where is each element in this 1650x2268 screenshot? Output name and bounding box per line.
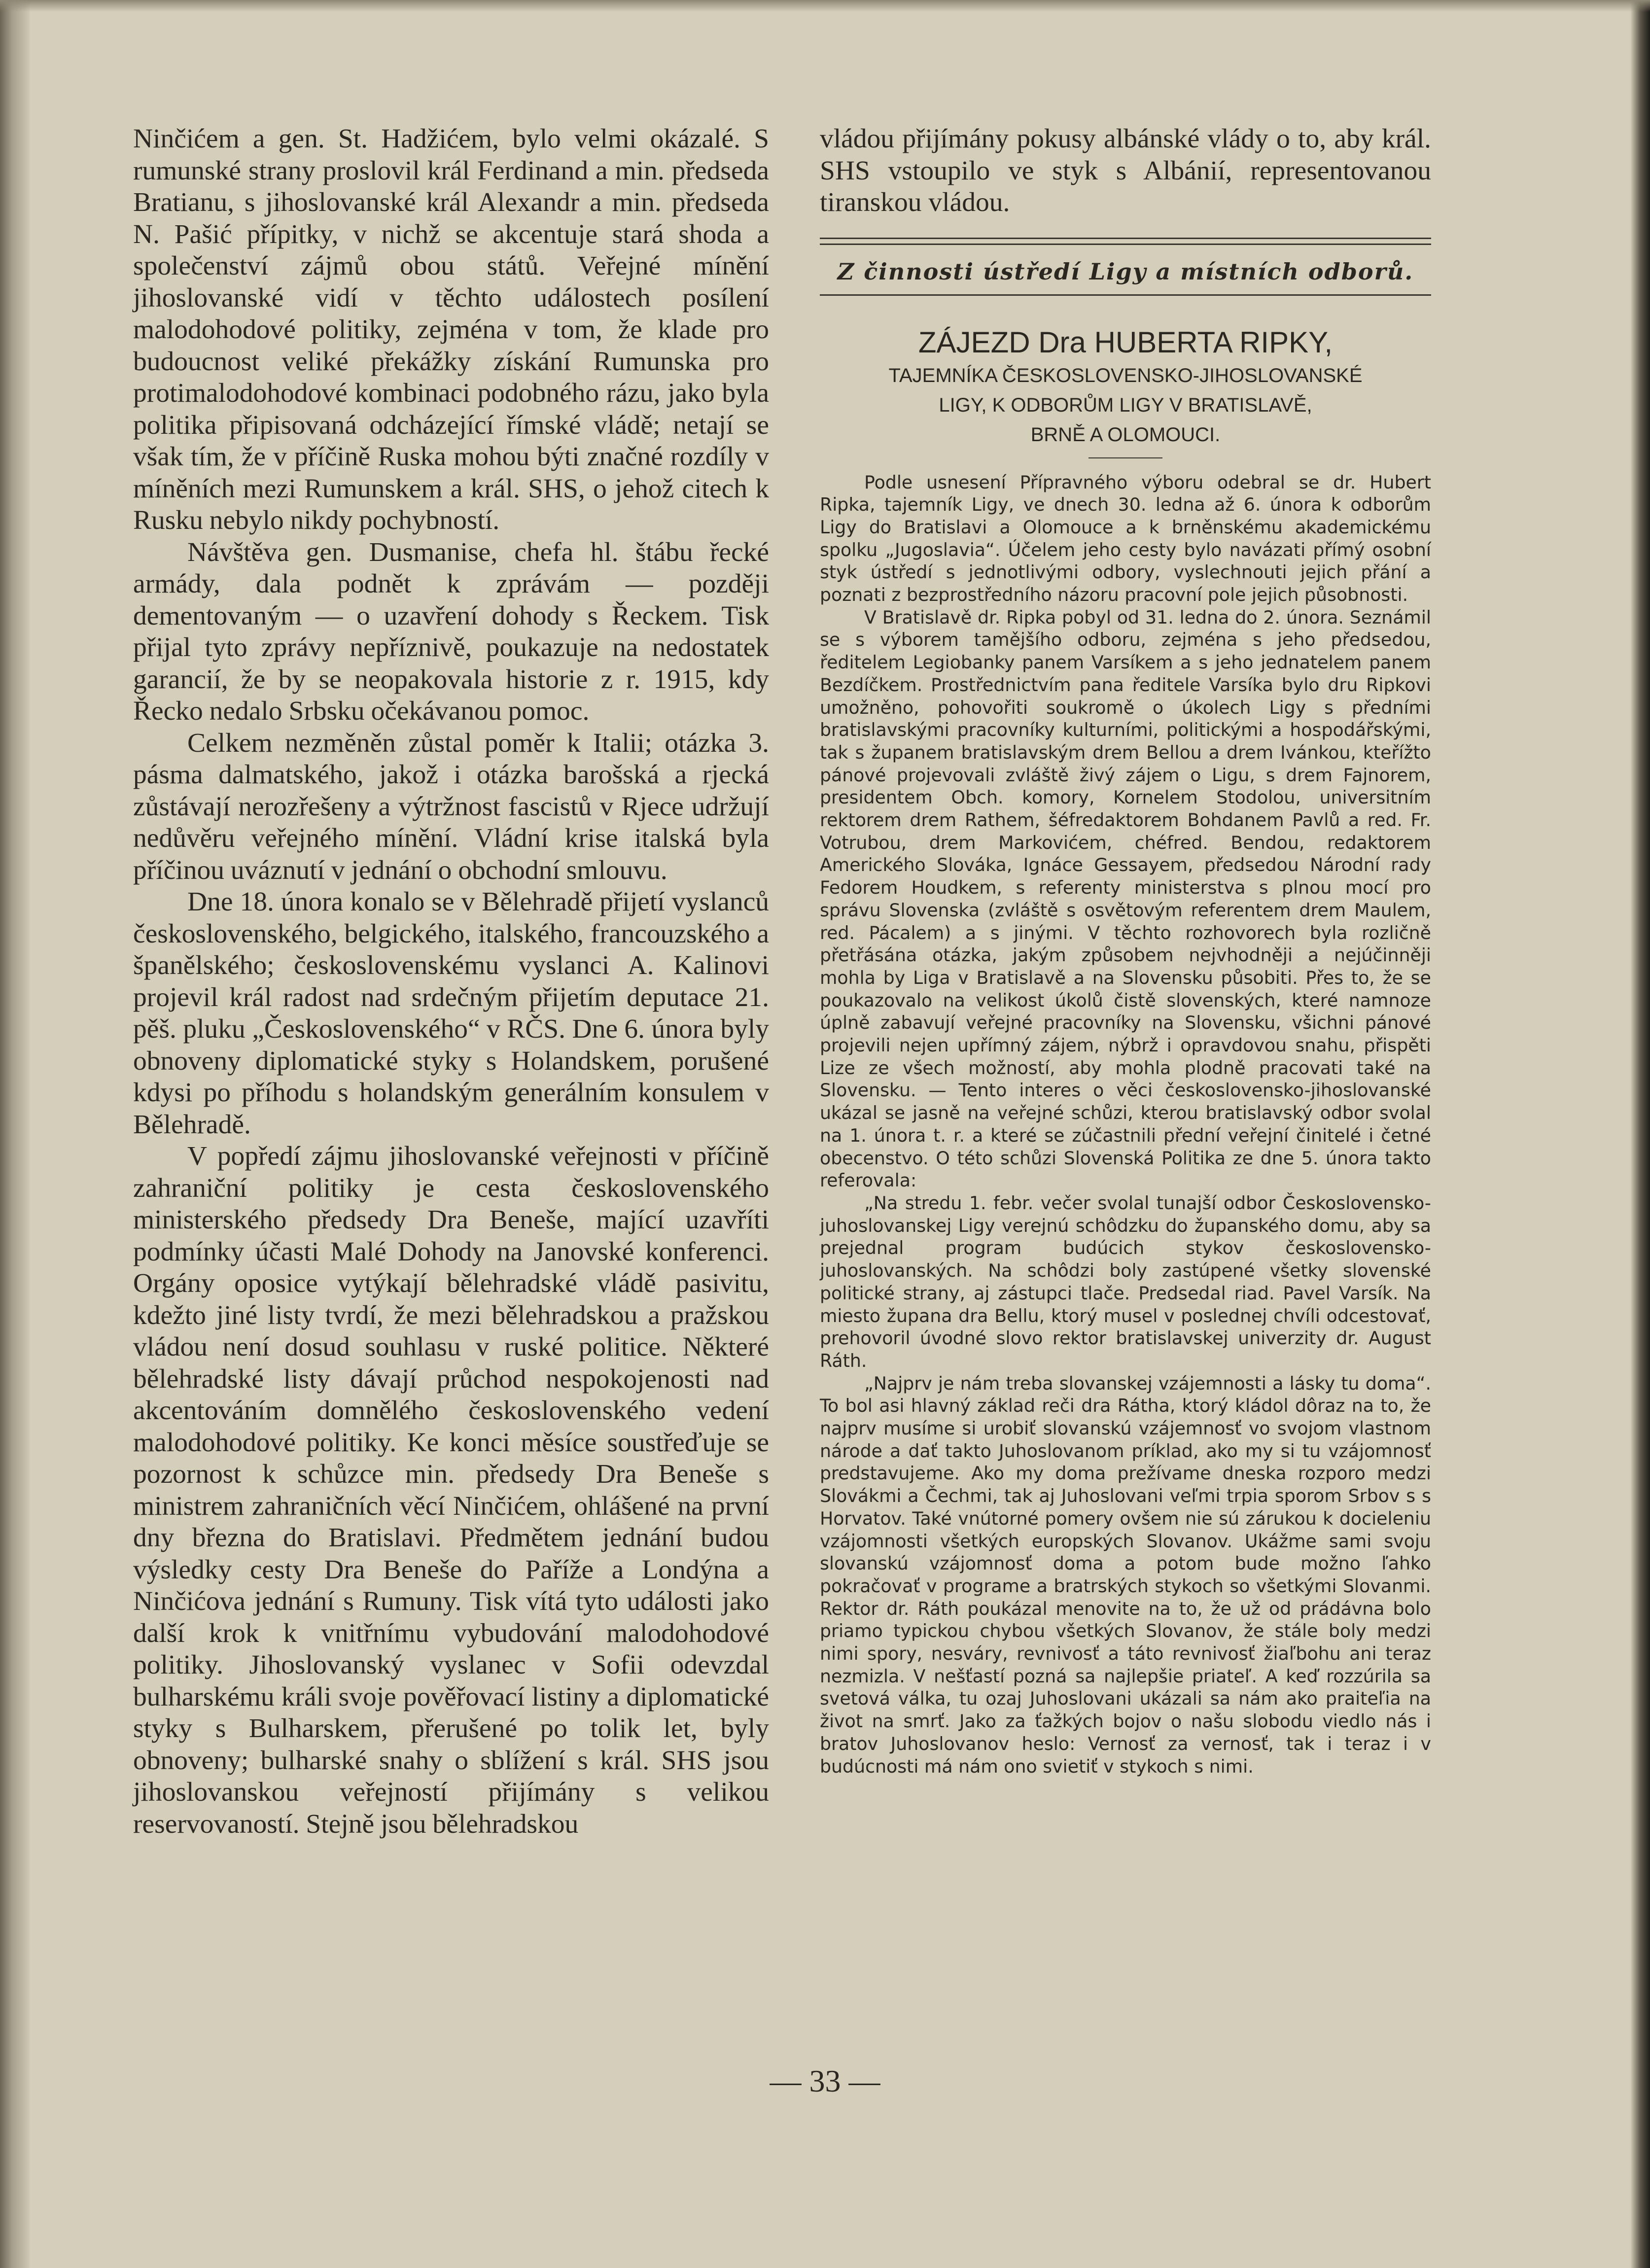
article-subtitle-1: TAJEMNÍKA ČESKOSLOVENSKO-JIHOSLOVANSKÉ — [888, 364, 1363, 386]
article-title: ZÁJEZD Dra HUBERTA RIPKY, — [918, 325, 1333, 359]
section-rule-bottom — [820, 294, 1431, 296]
page-top-shadow — [0, 0, 1650, 12]
left-paragraph-1: Ninčićem a gen. St. Hadžićem, bylo velmi okázalé. S rumunské strany proslovil král Ferdinand a min. předseda Bratianu, s jihoslovanské král Alexandr a min. předseda N. Pašić přípitky, v nichž se akcentuje stará shoda a společenství zájmů obou států. Veřejné mínění jihoslovanské vidí v těchto událostech posílení malodohodové politiky, zejména v tom, že klade pro budoucnost veliké překážky získání Rumunska pro protimalodohodové kombinaci podobného rázu, jako byla politika připisovaná odcházející římské vládě; netají se však tím, že v příčině Ruska mohou býti značné rozdíly v míněních mezi Rumunskem a král. SHS, o jehož citech k Rusku nebylo nikdy pochybností. — [133, 124, 769, 535]
article-paragraph-1: Podle usnesení Přípravného výboru odebral se dr. Hubert Ripka, tajemník Ligy, ve dnech 30. ledna až 6. února k odborům Ligy do Bratislavi a Olomouce a k brněnskému akademickému spolku „Jugoslavia“. Účelem jeho cesty bylo navázati přímý osobní styk ústředí s jednotlivými odbory, vyslechnouti jejich přání a poznati z bezprostředního názoru pracovní pole jejich působnosti. — [820, 471, 1431, 606]
page-edge-shadow — [1630, 0, 1650, 2268]
article-paragraph-2: V Bratislavě dr. Ripka pobyl od 31. ledna do 2. února. Seznámil se s výborem tamějšího odboru, zejména s jeho předsedou, ředitelem Legiobanky panem Varsíkem a s jeho jednatelem panem Bezdíčkem. Prostřednictvím pana ředitele Varsíka bylo dru Ripkovi umožněno, pohovořiti soukromě o úkolech Ligy s předními bratislavskými pracovníky kulturními, politickými a hospodářskými, tak s županem bratislavským drem Bellou a drem Ivánkou, kteřížto pánové projevovali zvláště živý zájem o Ligu, s drem Fajnorem, presidentem Obch. komory, Kornelem Stodolou, universitním rektorem drem Rathem, šéfredaktorem Bohdanem Pavlů a red. Fr. Votrubou, drem Markovićem, chéfred. Bendou, redaktorem Amerického Slováka, Ignáce Gessayem, předsedou Národní rady Fedorem Houdkem, s referenty ministerstva s plnou mocí pro správu Slovenska (zvláště s osvětovým referentem drem Maulem, red. Pácalem) a s jinými. V těchto rozhovorech byla rozličně přetřásána otázka, jakým způsobem nejvhodněji a nejúčinněji mohla by Liga v Bratislavě a na Slovensku působiti. Přes to, že se poukazovalo na velikost úkolů čistě slovenských, které namnoze úplně zabavují veřejné pracovníky na Slovensku, všichni pánové projevili nejen upřímný zájem, nýbrž i opravdovou snahu, přispěti Lize ze všech možností, aby mohla plodně pracovati také na Slovensku. — Tento interes o věci československo-jihoslovanské ukázal se jasně na veřejné schůzi, kterou bratislavský odbor svolal na 1. února t. r. a které se zúčastnili přední veřejní činitelé i četné obecenstvo. O této schůzi Slovenská Politika ze dne 5. února takto referovala: — [820, 606, 1431, 1191]
article-title-rule — [1088, 457, 1162, 458]
left-paragraph-2: Návštěva gen. Dusmanise, chefa hl. štábu řecké armády, dala podnět k zprávám — později dementovaným — o uzavření dohody s Řeckem. Tisk přijal tyto zprávy nepříznivě, poukazuje na nedostatek garancií, že by se neopakovala historie z r. 1915, kdy Řecko nedalo Srbsku očekávanou pomoc. — [133, 537, 769, 726]
page-number: — 33 — — [770, 2063, 880, 2098]
article-subtitle-2: LIGY, K ODBORŮM LIGY V BRATISLAVĚ, — [939, 394, 1312, 416]
section-heading: Z činnosti ústředí Ligy a místních odborů. — [837, 258, 1414, 285]
right-column — [820, 123, 1431, 1778]
left-paragraph-4: Dne 18. února konalo se v Bělehradě přijetí vyslanců československého, belgického, italského, francouzského a španělského; československému vyslanci A. Kalinovi projevil král radost nad srdečným přijetím deputace 21. pěš. pluku „Československého“ v RČS. Dne 6. února byly obnoveny diplomatické styky s Holandskem, porušené kdysi po příhodu s holandským generálním konsulem v Bělehradě. — [133, 887, 769, 1140]
article-body — [820, 471, 1431, 1778]
article-paragraph-4: „Najprv je nám treba slovanskej vzájemnosti a lásky tu doma“. To bol asi hlavný základ reči dra Rátha, ktorý kládol dôraz na to, že najprv musíme si urobiť slovanskú vzájemnosť vo svojom vlastnom národe a dať takto Juhoslovanom príklad, ako my si tu vzájomnosť predstavujeme. Ako my doma prežívame dneska rozporo medzi Slovákmi a Čechmi, tak aj Juhoslovani veľmi trpia sporom Srbov s s Horvatov. Také vnútorné pomery ovšem nie sú zárukou k docieleniu vzájomnosti všetkých europských Slovanov. Ukážme sami svoju slovanskú vzájomnosť doma a potom bude možno ľahko pokračovať v programe a bratrských stykoch so všetkými Slovanmi. Rektor dr. Ráth poukázal menovite na to, že už od prádávna bolo priamo typickou chybou všetkých Slovanov, že stále boly medzi nimi spory, nesváry, revnivosť a táto revnivosť žiaľbohu ani teraz nezmizla. V nešťastí pozná sa najlepšie priateľ. A keď rozzúrila sa svetová válka, tu ozaj Juhoslovani ukázali sa nám ako praiteľia na život na smrť. Jako za ťažkých bojov o našu slobodu viedlo nás i bratov Juhoslovanov heslo: Vernosť za vernosť, tak i teraz i v budúcnosti má nám ono svietiť v stykoch s nimi. — [820, 1372, 1431, 1777]
right-intro-paragraph: vládou přijímány pokusy albánské vlády o to, aby král. SHS vstoupilo ve styk s Albánií, representovanou tiranskou vládou. — [820, 124, 1431, 217]
left-paragraph-3: Celkem nezměněn zůstal poměr k Italii; otázka 3. pásma dalmatského, jakož i otázka barošská a rjecká zůstávají nerozřešeny a výtržnost fascistů v Rjece udržují nedůvěru veřejného mínění. Vládní krise italská byla příčinou uváznutí v jednání o obchodní smlouvu. — [133, 728, 769, 885]
article-subtitle-3: BRNĚ A OLOMOUCI. — [1030, 423, 1221, 446]
section-rule-top — [820, 238, 1431, 245]
left-paragraph-5: V popředí zájmu jihoslovanské veřejnosti v příčině zahraniční politiky je cesta československého ministerského předsedy Dra Beneše, mající uzavříti podmínky účasti Malé Dohody na Janovské konferenci. Orgány oposice vytýkají bělehradské vládě pasivitu, kdežto jiné listy tvrdí, že mezi bělehradskou a pražskou vládou není dosud souhlasu v ruské politice. Některé bělehradské listy dávají průchod nespokojenosti nad akcentováním domnělého československého vedení malodohodové politiky. Ke konci měsíce soustřeďuje se pozornost k schůzce min. předsedy Dra Beneše s ministrem zahraničních věcí Ninčićem, ohlášené na první dny března do Bratislavi. Předmětem jednání budou výsledky cesty Dra Beneše do Paříže a Londýna a Ninčićova jednání s Rumuny. Tisk vítá tyto události jako další krok k vnitřnímu vybudování malodohodové politiky. Jihoslovanský vyslanec v Sofii odevzdal bulharskému králi svoje pověřovací listiny a diplomatické styky s Bulharskem, přerušené po tolik let, byly obnoveny; bulharské snahy o sblížení s král. SHS jsou jihoslovanskou veřejností přijímány s velikou reservovaností. Stejně jsou bělehradskou — [133, 1141, 769, 1839]
left-column — [133, 123, 769, 1840]
binding-spine — [0, 0, 30, 2268]
article-paragraph-3: „Na stredu 1. febr. večer svolal tunajší odbor Československo-juhoslovanskej Ligy verejnú schôdzku do županského domu, aby sa prejednal program budúcich stykov československo-juhoslovanských. Na schôdzi boly zastúpené všetky slovenské politické strany, aj zástupci tlače. Predsedal riad. Pavel Varsík. Na miesto župana dra Bellu, ktorý musel v poslednej chvíli odcestovať, prehovoril úvodné slovo rektor bratislavskej univerzity dr. August Ráth. — [820, 1192, 1431, 1371]
